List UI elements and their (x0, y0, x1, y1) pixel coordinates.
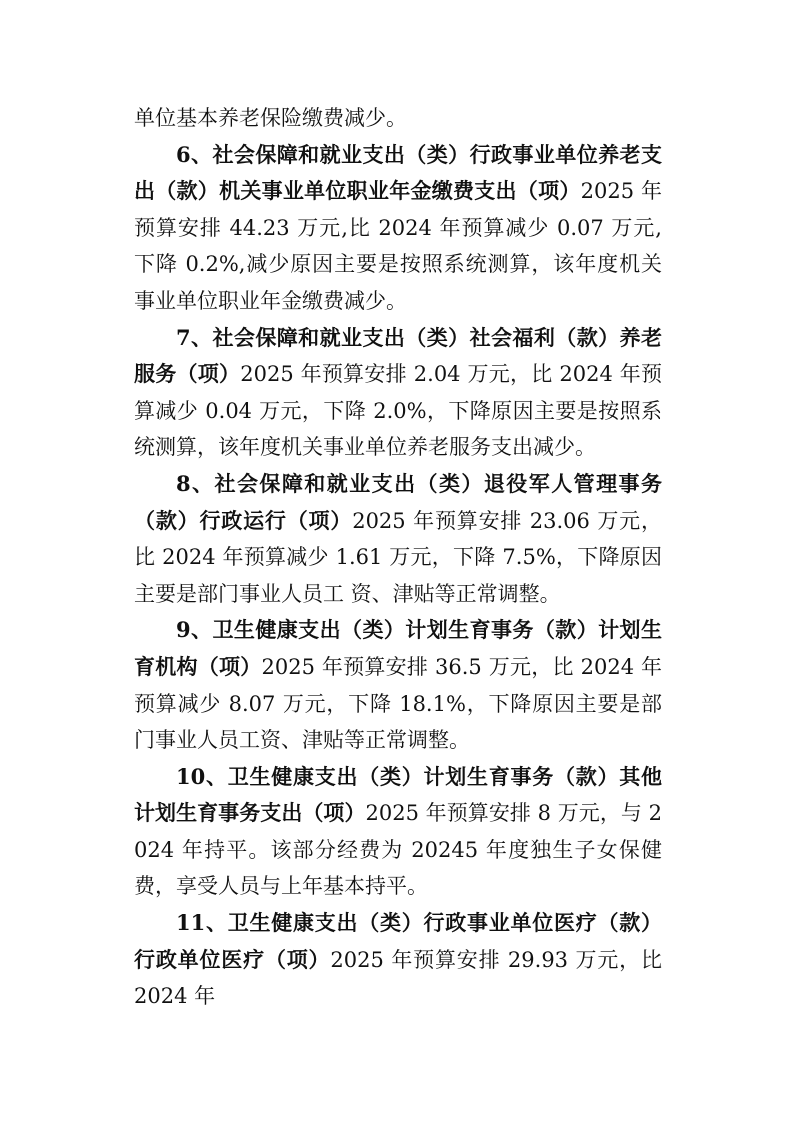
budget-item-10 (134, 759, 662, 905)
budget-item-8-heading: 8、社会保障和就业支出（类）退役军人管理事务（款）行政运行（项） (134, 470, 662, 533)
budget-item-6 (134, 137, 662, 320)
document-page (134, 100, 662, 1015)
budget-item-6-heading: 6、社会保障和就业支出（类）行政事业单位养老支出（款）机关事业单位职业年金缴费支出（项） (134, 141, 662, 204)
budget-item-8-body: 2025 年预算安排 23.06 万元，比 2024 年预算减少 1.61 万元，下降 7.5%，下降原因主要是部门事业人员工 资、津贴等正常调整。 (134, 508, 662, 606)
budget-item-10-body: 2025 年预算安排 8 万元，与 2024 年持平。该部分经费为 20245 年度独生子女保健费，享受人员与上年基本持平。 (134, 801, 662, 899)
continuation-paragraph (134, 100, 662, 137)
budget-item-7-heading: 7、社会保障和就业支出（类）社会福利（款）养老服务（项） (134, 324, 662, 387)
continuation-text: 单位基本养老保险缴费减少。 (134, 106, 407, 130)
budget-item-11-heading: 11、卫生健康支出（类）行政事业单位医疗（款）行政单位医疗（项） (134, 910, 662, 972)
budget-item-7 (134, 320, 662, 466)
budget-item-10-heading: 10、卫生健康支出（类）计划生育事务（款）其他计划生育事务支出（项） (134, 763, 662, 826)
budget-item-8 (134, 466, 662, 612)
budget-item-11-body: 2025 年预算安排 29.93 万元，比 2024 年 (134, 947, 663, 1009)
budget-item-9-body: 2025 年预算安排 36.5 万元，比 2024 年预算减少 8.07 万元，下降 18.1%，下降原因主要是部门事业人员工资、津贴等正常调整。 (134, 654, 662, 753)
budget-item-11 (134, 905, 662, 1015)
budget-item-6-body: 2025 年预算安排 44.23 万元,比 2024 年预算减少 0.07 万元,下降 0.2%,减少原因主要是按照系统测算，该年度机关事业单位职业年金缴费减少。 (134, 179, 662, 313)
budget-item-7-body: 2025 年预算安排 2.04 万元，比 2024 年预算减少 0.04 万元，下降 2.0%，下降原因主要是按照系统测算，该年度机关事业单位养老服务支出减少。 (134, 362, 662, 460)
budget-item-9-heading: 9、卫生健康支出（类）计划生育事务（款）计划生育机构（项） (134, 617, 662, 679)
budget-item-9 (134, 612, 662, 758)
